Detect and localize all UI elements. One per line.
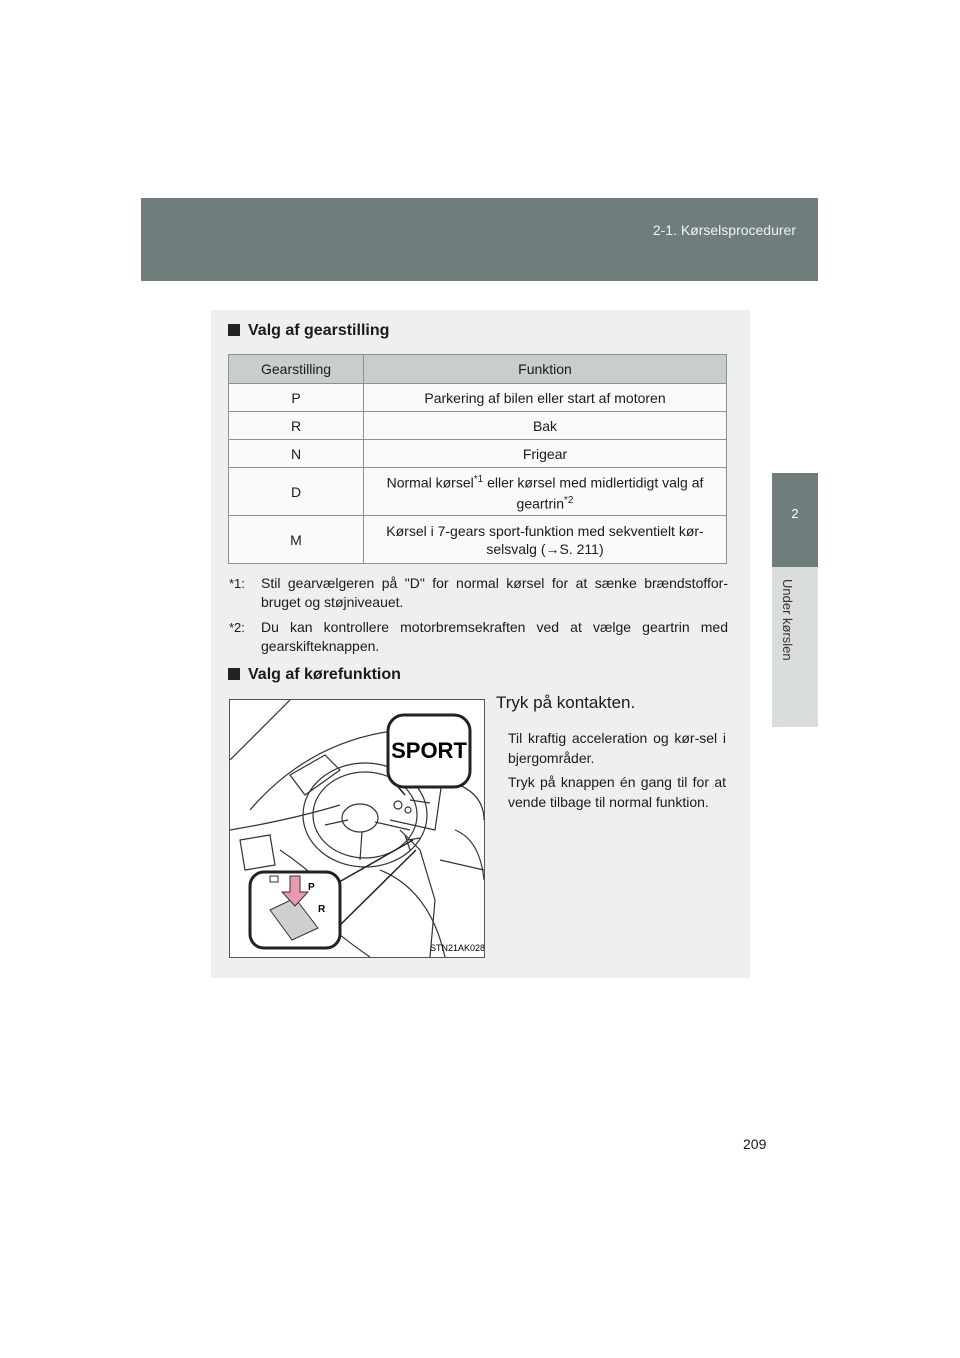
gear-function: Bak [364,412,727,440]
label-p: P [308,882,315,893]
footnote-text: Du kan kontrollere motorbremsekraften ved at vælge geartrin med gearskifteknappen. [261,619,728,654]
gear-position: M [229,516,364,564]
square-bullet-icon [228,324,240,336]
table-row [229,468,727,516]
table-row [229,516,727,564]
footnote [229,618,728,656]
square-bullet-icon [228,668,240,680]
gear-position: D [229,468,364,516]
gear-function: Normal kørsel$^{*1}$ eller kørsel med midlertidigt valg af geartrin$^{*2}$ [364,468,727,516]
table-row [229,384,727,412]
chapter-title-tab [772,567,818,727]
description-paragraph: Tryk på knappen én gang til for at vende tilbage til normal funktion. [508,774,726,810]
chapter-title: Under kørslen [780,579,795,661]
car-interior-drawing [230,700,484,957]
section-title-drive-mode: Valg af kørefunktion [228,666,401,684]
illustration-code: STN21AK028 [430,943,484,953]
table-header-row [229,355,727,384]
gear-position: N [229,440,364,468]
instruction-caption: Tryk på kontakten. [496,693,636,712]
gear-table [228,354,727,564]
header-band [141,198,818,281]
footnote-mark: *2: [229,620,245,635]
gear-function: Kørsel i 7-gears sport-funktion med sekventielt kør-selsvalg (→S. 211) [364,516,727,564]
section-title-gear: Valg af gearstilling [228,322,389,340]
description-paragraph: Til kraftig acceleration og kør-sel i bjergområder. [508,730,726,766]
table-row [229,440,727,468]
chapter-number: 2 [791,506,799,521]
sport-switch-illustration [229,699,485,958]
content-panel [211,310,750,978]
label-r: R [318,904,326,915]
gear-position: P [229,384,364,412]
section-header: 2-1. Kørselsprocedurer [652,222,796,238]
gear-function: Frigear [364,440,727,468]
gear-function: Parkering af bilen eller start af motoren [364,384,727,412]
column-header: Gearstilling [229,355,364,384]
table-row [229,412,727,440]
footnote-ref: *2 [564,494,574,506]
footnote [229,574,728,612]
gear-position: R [229,412,364,440]
sport-button-label: SPORT [391,738,467,763]
column-header: Funktion [364,355,727,384]
chapter-tab [772,473,818,567]
footnote-ref: *1 [473,474,484,485]
footnote-mark: *1: [229,576,245,591]
footnote-text: Stil gearvælgeren på "D" for normal kørsel for at sænke brændstoffor-bruget og støjniveauet. [261,575,728,610]
page-number: 209 [743,1136,767,1152]
